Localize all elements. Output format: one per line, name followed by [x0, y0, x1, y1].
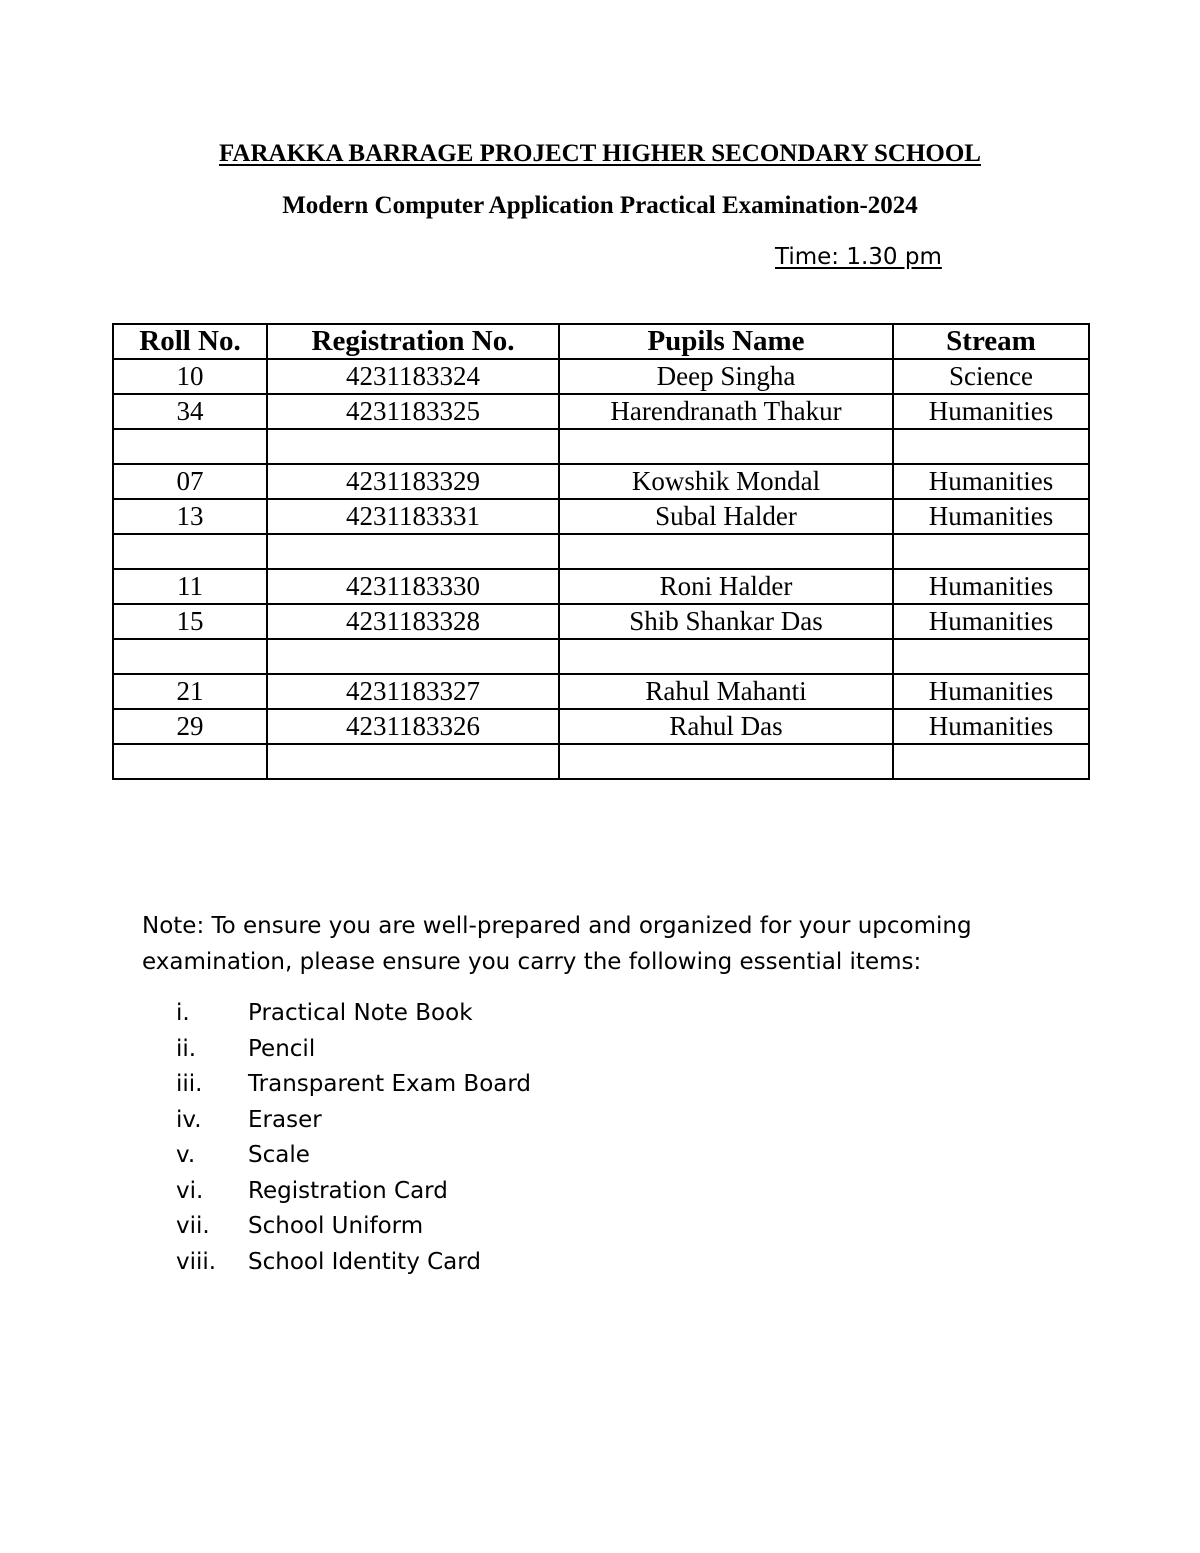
table-body — [113, 359, 1089, 779]
stream-cell: Humanities — [893, 604, 1089, 639]
list-item-number: vii. — [176, 1213, 210, 1239]
roll-no-cell: 07 — [113, 464, 267, 499]
roll-no-cell — [113, 534, 267, 569]
list-item — [176, 1138, 531, 1174]
roll-no-cell: 11 — [113, 569, 267, 604]
list-item — [176, 1032, 531, 1068]
roll-no-cell: 15 — [113, 604, 267, 639]
registration-no-cell: 4231183327 — [267, 674, 559, 709]
registration-no-cell — [267, 534, 559, 569]
table-row — [113, 534, 1089, 569]
column-header-registration-no: Registration No. — [267, 324, 559, 359]
table-row — [113, 604, 1089, 639]
stream-cell: Humanities — [893, 394, 1089, 429]
registration-no-cell — [267, 639, 559, 674]
list-item-number: viii. — [176, 1248, 217, 1275]
list-item-number: vi. — [176, 1177, 204, 1204]
stream-cell — [893, 534, 1089, 569]
pupil-name-cell — [559, 429, 893, 464]
roll-no-cell: 34 — [113, 394, 267, 429]
registration-no-cell — [267, 429, 559, 464]
list-item-label: Scale — [248, 1142, 310, 1168]
table-row — [113, 359, 1089, 394]
stream-cell: Humanities — [893, 709, 1089, 744]
stream-cell: Humanities — [893, 499, 1089, 534]
column-header-stream: Stream — [893, 324, 1089, 359]
list-item-number: iv. — [176, 1106, 202, 1133]
list-item-number: i. — [176, 1000, 190, 1026]
pupil-name-cell: Rahul Das — [559, 709, 893, 744]
table-row — [113, 394, 1089, 429]
note-text: Note: To ensure you are well-prepared and organized for your upcoming examination, please ensure you carry the following essential items: — [142, 913, 972, 975]
essential-items-list — [176, 996, 531, 1280]
pupil-name-cell — [559, 534, 893, 569]
list-item-label: Eraser — [248, 1106, 322, 1133]
list-item-number: ii. — [176, 1035, 197, 1062]
table-row — [113, 499, 1089, 534]
column-header-pupils-name: Pupils Name — [559, 324, 893, 359]
stream-cell — [893, 744, 1089, 779]
registration-no-cell: 4231183331 — [267, 499, 559, 534]
table-header-row — [113, 324, 1089, 359]
pupil-name-cell — [559, 639, 893, 674]
table-row — [113, 429, 1089, 464]
list-item-number: iii. — [176, 1071, 203, 1097]
roll-no-cell: 29 — [113, 709, 267, 744]
exam-title: Modern Computer Application Practical Examination-2024 — [282, 192, 918, 219]
registration-no-cell: 4231183326 — [267, 709, 559, 744]
list-item — [176, 996, 531, 1032]
list-item-label: School Identity Card — [248, 1248, 481, 1275]
list-item-label: Practical Note Book — [248, 1000, 473, 1026]
list-item-label: Pencil — [248, 1035, 316, 1062]
registration-no-cell: 4231183324 — [267, 359, 559, 394]
list-item — [176, 1174, 531, 1210]
stream-cell — [893, 639, 1089, 674]
pupil-name-cell: Roni Halder — [559, 569, 893, 604]
list-item-label: Transparent Exam Board — [248, 1071, 532, 1097]
list-item — [176, 1103, 531, 1139]
pupil-name-cell: Kowshik Mondal — [559, 464, 893, 499]
roll-no-cell — [113, 639, 267, 674]
registration-no-cell: 4231183330 — [267, 569, 559, 604]
stream-cell: Science — [893, 359, 1089, 394]
roll-no-cell: 21 — [113, 674, 267, 709]
pupil-name-cell: Subal Halder — [559, 499, 893, 534]
list-item-number: v. — [176, 1142, 196, 1168]
roll-no-cell — [113, 744, 267, 779]
registration-no-cell: 4231183325 — [267, 394, 559, 429]
roll-no-cell: 10 — [113, 359, 267, 394]
list-item — [176, 1245, 531, 1281]
registration-no-cell: 4231183329 — [267, 464, 559, 499]
stream-cell: Humanities — [893, 674, 1089, 709]
list-item — [176, 1067, 531, 1103]
pupil-name-cell: Deep Singha — [559, 359, 893, 394]
table-row — [113, 674, 1089, 709]
table-row — [113, 639, 1089, 674]
table-row — [113, 464, 1089, 499]
student-roster-table — [112, 323, 1090, 780]
column-header-roll-no: Roll No. — [113, 324, 267, 359]
pupil-name-cell: Harendranath Thakur — [559, 394, 893, 429]
list-item — [176, 1209, 531, 1245]
list-item-label: Registration Card — [248, 1177, 448, 1204]
school-name: FARAKKA BARRAGE PROJECT HIGHER SECONDARY SCHOOL — [219, 140, 981, 167]
exam-time: Time: 1.30 pm — [775, 244, 942, 270]
table-row — [113, 569, 1089, 604]
pupil-name-cell — [559, 744, 893, 779]
registration-no-cell — [267, 744, 559, 779]
pupil-name-cell: Shib Shankar Das — [559, 604, 893, 639]
pupil-name-cell: Rahul Mahanti — [559, 674, 893, 709]
table-row — [113, 709, 1089, 744]
registration-no-cell: 4231183328 — [267, 604, 559, 639]
stream-cell — [893, 429, 1089, 464]
list-item-label: School Uniform — [248, 1213, 424, 1239]
roll-no-cell — [113, 429, 267, 464]
roll-no-cell: 13 — [113, 499, 267, 534]
table-row — [113, 744, 1089, 779]
stream-cell: Humanities — [893, 569, 1089, 604]
stream-cell: Humanities — [893, 464, 1089, 499]
